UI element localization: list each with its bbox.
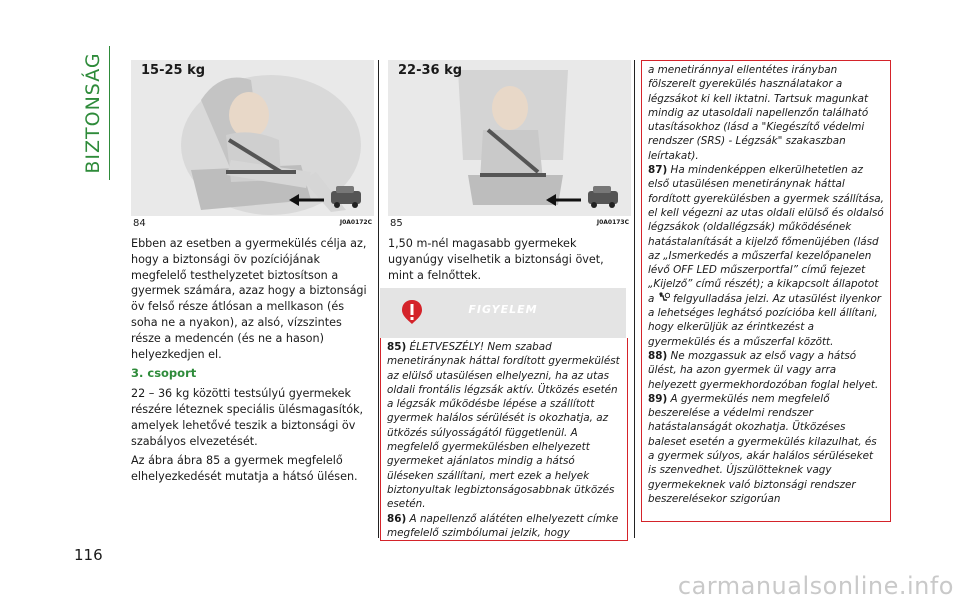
warning-item — [648, 349, 884, 392]
child-booster-seat-illustration — [131, 60, 374, 216]
paragraph: Az ábra ábra 85 a gyermek megfelelő elhelyezkedését mutatja a hátsó ülésen. — [131, 454, 358, 484]
warning-item — [387, 340, 621, 512]
warning-text: felgyulladása jelzi. Az utasülést ilyenkor a lehetséges leghátsó pozícióba kell állítani, hogy elkerüljük az érintkezést a gyermekülés és a műszerfal között. — [648, 292, 882, 348]
figure-85-code: J0A0173C — [596, 219, 629, 226]
warning-number: 89) — [648, 392, 668, 405]
column-divider — [634, 60, 635, 538]
figure-85-title: 22-36 kg — [398, 63, 463, 78]
middle-column — [388, 236, 631, 287]
warning-header — [380, 288, 626, 338]
figure-84-code: J0A0172C — [339, 219, 372, 226]
warning-text: Ne mozgassuk az első vagy a hátsó ülést, ha azon gyermek ül vagy arra helyezett gyermekhordozóban foglal helyet. — [648, 349, 879, 391]
warning-label: FIGYELEM — [468, 303, 538, 316]
section-heading: 3. csoport — [131, 366, 197, 381]
left-column — [131, 236, 374, 489]
watermark: carmanualsonline.info — [677, 572, 954, 600]
figure-85-image — [388, 60, 631, 216]
warning-item — [648, 392, 884, 506]
airbag-off-icon — [658, 292, 670, 303]
section-side-title — [78, 48, 108, 178]
column-divider — [378, 60, 379, 538]
side-title-rule — [109, 46, 110, 180]
warning-number: 88) — [648, 349, 668, 362]
side-title-text: BIZTONSÁG — [82, 52, 104, 174]
figure-84-image — [131, 60, 374, 216]
warning-box-right — [641, 60, 891, 522]
warning-text: Ha mindenképpen elkerülhetetlen az első utasülésen menetiránynak háttal fordított gyerekülésben a gyermek szállítása, el kell végezni az utas oldali elülső és oldalsó légzsákok (oldallégzsák) működésének hatástalanítását a kijelző főmenüjében (lásd az „Ismerkedés a műszerfal kezelőpanelen lévő OFF LED — [648, 164, 884, 277]
warning-text: A napellenző alátéten elhelyezett címke megfelelő szimbólumai jelzik, hogy — [387, 512, 619, 539]
paragraph: Ebben az esetben a gyermekülés célja az, hogy a biztonsági öv pozíciójának megfelelő testhelyzetet biztosítson a gyermek számára, azaz hogy a biztonsági öv felső része átlósan a mellkason (és soha ne a nyakon), az alsó, vízszintes része a medencén (és ne a hason) helyezkedjen el. — [131, 237, 367, 361]
figure-84-number: 84 — [133, 218, 146, 229]
warning-text: ÉLETVESZÉLY! Nem szabad menetiránynak háttal fordított gyermekülést az elülső utasülésen elhelyezni, ha az utas oldali frontális légzsák aktív. Ütközés esetén a légzsák működésbe lépése a szállított gyermek halálos sérülését is okozhatja, az ütközés súlyosságától függetlenül. A megfelelő gyermekülésben elhelyezett gyermeket ajánlatos mindig a hátsó üléseken szállítani, mert ezek a helyek biztonyultak legbiztonságosabbnak ütközés esetén. — [387, 341, 620, 511]
warning-number: 86) — [387, 512, 407, 525]
warning-box-left — [380, 338, 628, 541]
warning-continuation: a menetiránnyal ellentétes irányban fölszerelt gyerekülés használatakor a légzsákot ki kell iktatni. Tartsuk magunkat mindig az utasoldali napellenzőn található utasításokhoz (lásd a "Kiegészítő védelmi rendszer (SRS) - Légzsák" szakaszban leírtakat). — [648, 64, 869, 162]
page-number: 116 — [74, 546, 103, 564]
figure-84-title: 15-25 kg — [141, 63, 206, 78]
warning-text: A gyermekülés nem megfelelő beszerelése a védelmi rendszer hatástalanságát okozhatja. Ütközéses baleset esetén a gyermekülés kilazulhat, és a gyermek súlyos, akár halálos sérüléseket is szenvedhet. Újszülötteknek vagy gyermekeknek való biztonsági rendszer beszerelésekor szigorúan — [648, 392, 877, 505]
paragraph: 22 – 36 kg közötti testsúlyú gyermekek részére léteznek speciális ülésmagasítók, amelyek lehetővé teszik a biztonsági öv szabályos elvezetését. — [131, 387, 364, 448]
warning-item — [387, 512, 621, 541]
warning-number: 87) — [648, 164, 668, 177]
figure-85-number: 85 — [390, 218, 403, 229]
warning-item — [648, 163, 884, 349]
paragraph: 1,50 m-nél magasabb gyermekek ugyanúgy viselhetik a biztonsági övet, mint a felnőttek. — [388, 237, 604, 282]
warning-text: műszerportfal” című fejezet „Kijelző” című részét); a kikapcsolt állapotot a — [648, 264, 879, 305]
child-on-booster-illustration — [388, 60, 631, 216]
warning-number: 85) — [387, 341, 407, 353]
